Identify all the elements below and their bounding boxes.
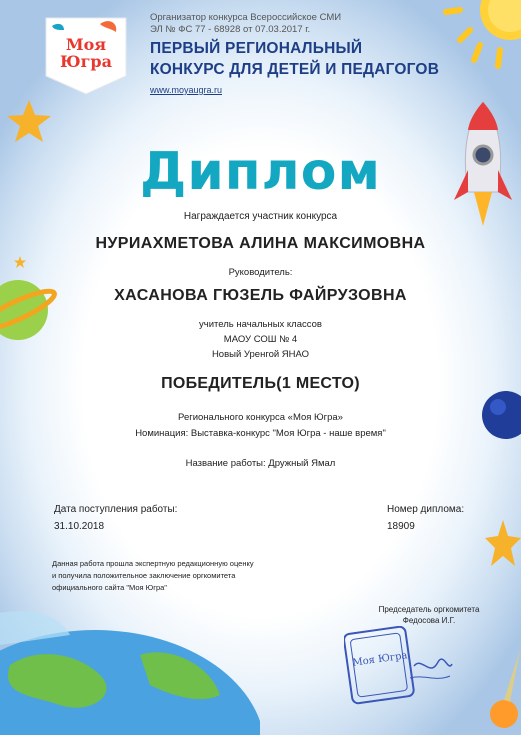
nomination: Номинация: Выставка-конкурс "Моя Югра - наше время"	[135, 428, 386, 439]
logo-text	[46, 36, 126, 70]
organizer-line: ЭЛ № ФС 77 - 68928 от 07.03.2017 г.	[150, 24, 311, 35]
number-label: Номер диплома:	[387, 504, 465, 515]
stamp-text: Моя Югра	[351, 650, 409, 669]
position-line: учитель начальных классов	[199, 319, 322, 330]
place-result: ПОБЕДИТЕЛЬ(1 МЕСТО)	[161, 375, 360, 392]
number-value: 18909	[387, 521, 415, 532]
organizer-info	[150, 12, 341, 36]
chair-signature-block	[354, 604, 504, 626]
leader-name: ХАСАНОВА ГЮЗЕЛЬ ФАЙРУЗОВНА	[114, 287, 407, 304]
leader-label: Руководитель:	[228, 267, 293, 278]
contest-title	[150, 38, 439, 80]
contest-details	[0, 410, 521, 442]
star-decoration-left	[6, 98, 52, 144]
organizer-line: Организатор конкурса Всероссийское СМИ	[150, 12, 342, 23]
comet-decoration	[480, 650, 521, 735]
site-link[interactable]: www.moyaugra.ru	[150, 85, 223, 95]
position-line: Новый Уренгой ЯНАО	[211, 349, 310, 360]
work-title: Название работы: Дружный Ямал	[185, 458, 336, 469]
date-label: Дата поступления работы:	[54, 504, 178, 515]
logo-text-value: Моя Югра	[60, 35, 112, 71]
chair-name: Федосова И.Г.	[402, 616, 456, 625]
participant-name: НУРИАХМЕТОВА АЛИНА МАКСИМОВНА	[95, 235, 426, 252]
date-value: 31.10.2018	[54, 521, 105, 532]
note-line: официального сайта "Моя Югра"	[52, 583, 167, 592]
stamp-seal	[344, 626, 454, 708]
star-decoration-right	[483, 518, 521, 568]
position-line: МАОУ СОШ № 4	[223, 334, 298, 345]
contest-name: Регионального конкурса «Моя Югра»	[178, 412, 343, 423]
note-line: и получила положительное заключение оргкомитета	[52, 571, 236, 580]
contest-title-line: КОНКУРС ДЛЯ ДЕТЕЙ И ПЕДАГОГОВ	[150, 61, 440, 78]
contest-title-line: ПЕРВЫЙ РЕГИОНАЛЬНЫЙ	[150, 40, 363, 57]
note-line: Данная работа прошла экспертную редакционную оценку	[52, 559, 254, 568]
diploma-title: Диплом	[140, 142, 381, 202]
leader-position	[0, 317, 521, 362]
earth-decoration	[0, 575, 260, 735]
chair-title: Председатель оргкомитета	[378, 605, 480, 614]
awarded-text: Награждается участник конкурса	[183, 211, 338, 222]
expert-note	[52, 558, 272, 594]
sun-decoration	[440, 0, 521, 80]
